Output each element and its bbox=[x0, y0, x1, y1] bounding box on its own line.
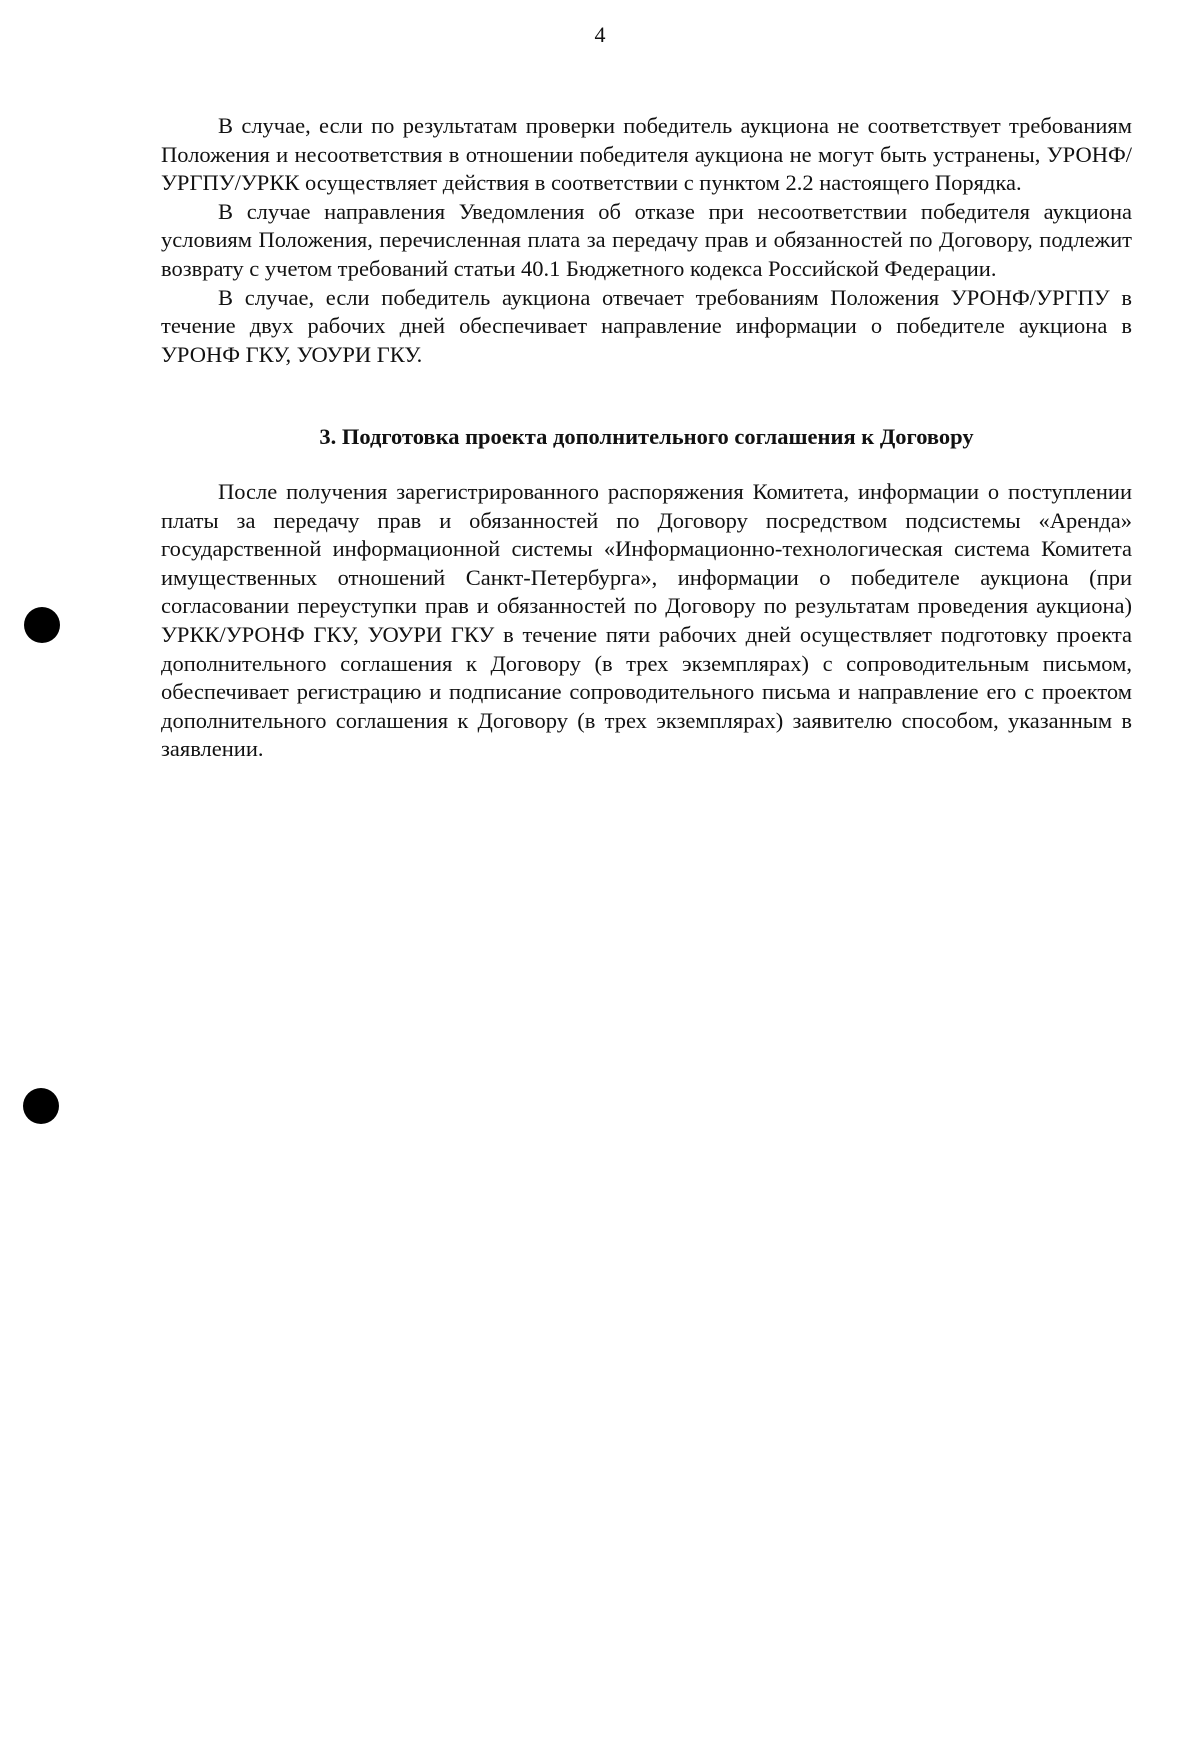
document-body bbox=[161, 112, 1132, 764]
punch-hole-mark bbox=[23, 1088, 59, 1124]
paragraph-agreement-preparation: После получения зарегистрированного распоряжения Комитета, информации о поступлении платы за передачу прав и обязанностей по Договору посредством подсистемы «Аренда» государственной информационной системы «Информационно-технологическая система Комитета имущественных отношений Санкт-Петербурга», информации о победителе аукциона (при согласовании переуступки прав и обязанностей по Договору по результатам проведения аукциона) УРКК/УРОНФ ГКУ, УОУРИ ГКУ в течение пяти рабочих дней осуществляет подготовку проекта дополнительного соглашения к Договору (в трех экземплярах) с сопроводительным письмом, обеспечивает регистрацию и подписание сопроводительного письма и направление его с проектом дополнительного соглашения к Договору (в трех экземплярах) заявителю способом, указанным в заявлении. bbox=[161, 478, 1132, 762]
paragraph-refusal-notice: В случае направления Уведомления об отказе при несоответствии победителя аукциона условиям Положения, перечисленная плата за передачу прав и обязанностей по Договору, подлежит возврату с учетом требований статьи 40.1 Бюджетного кодекса Российской Федерации. bbox=[161, 198, 1132, 281]
paragraph-verification-mismatch: В случае, если по результатам проверки победитель аукциона не соответствует требованиям Положения и несоответствия в отношении победителя аукциона не могут быть устранены, УРОНФ/УРГПУ/УРКК осуществляет действия в соответствии с пунктом 2.2 настоящего Порядка. bbox=[161, 113, 1132, 196]
punch-hole-mark bbox=[24, 607, 60, 643]
section-heading: 3. Подготовка проекта дополнительного соглашения к Договору bbox=[319, 424, 974, 450]
paragraph-winner-compliant: В случае, если победитель аукциона отвечает требованиям Положения УРОНФ/УРГПУ в течение двух рабочих дней обеспечивает направление информации о победителе аукциона в УРОНФ ГКУ, УОУРИ ГКУ. bbox=[161, 284, 1132, 367]
page-number: 4 bbox=[594, 22, 606, 47]
